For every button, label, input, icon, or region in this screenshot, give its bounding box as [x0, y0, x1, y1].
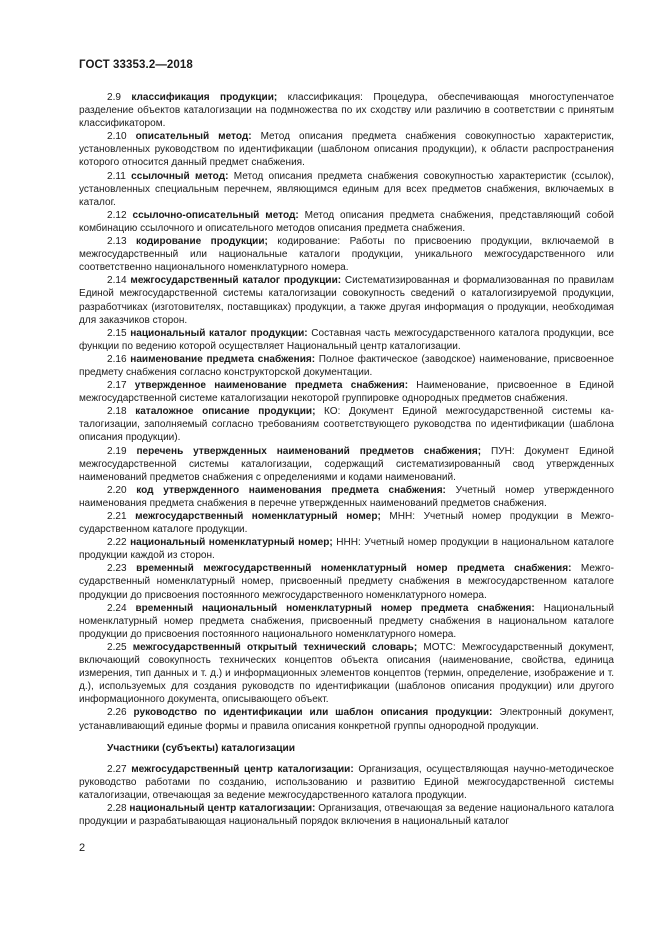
definition-paragraph: [79, 536, 614, 562]
definition-paragraph: [79, 379, 614, 405]
term: национальный номенклатурный номер;: [130, 537, 333, 549]
term: классификация продукции;: [131, 92, 278, 103]
definition-text: классификация: Процедура, обеспечивающая многоступенчатое разделение объектов каталогизации на подмножества по их сходству или различию в соответствии с принятым классификатором.: [79, 92, 614, 130]
definition-paragraph: [79, 763, 614, 802]
term: руководство по идентификации или шаблон описания продукции:: [133, 707, 493, 719]
definition-text: Учетный номер утвержденного наименования предмета снабжения в перечне утвержденных наименований предметов снабжения.: [79, 484, 614, 509]
term: межгосударственный номенклатурный номер;: [135, 511, 381, 522]
term: временный межгосударственный номенклатурный номер предмета снабжения:: [136, 563, 572, 575]
definitions-list: [79, 91, 614, 733]
definition-paragraph: [79, 209, 614, 235]
clause-number: 2.12: [107, 209, 127, 221]
definition-paragraph: [79, 445, 614, 484]
definition-text: КО: Документ Единой межгосударственной системы каталогизации, заполняемый согласно требованиям соответствующего руководства по идентификации (шаблона описания продукции).: [79, 406, 615, 444]
definition-text: Метод описания предмета снабжения, представляющий собой комбинацию ссылочного и описательного методов описания предмета снабжения.: [79, 209, 615, 234]
clause-number: 2.23: [107, 563, 127, 575]
definition-paragraph: [79, 641, 614, 706]
page-number: 2: [79, 842, 86, 854]
clause-number: 2.24: [107, 602, 127, 614]
clause-number: 2.10: [107, 131, 127, 143]
clause-number: 2.15: [107, 327, 127, 339]
definition-paragraph: [79, 235, 614, 274]
clause-number: 2.11: [107, 170, 126, 182]
definition-text: Метод описания предмета снабжения совокупностью характеристик (ссылок), установленных специальным перечнем, являющимся единым для всех предметов снабжения, включаемых в каталог.: [79, 170, 615, 208]
definition-paragraph: [79, 353, 614, 379]
term: описательный метод:: [135, 131, 252, 143]
definition-text: Метод описания предмета снабжения совокупностью характеристик, установленных руководством по идентификации (шаблоном описания продукции), к области распространения которого относится данный предмет снабжения.: [79, 131, 615, 169]
definition-text: Межгосударственный номенклатурный номер, присвоенный предмету снабжения в межгосударственном каталоге продукции до присвоения постоянного межгосударственного номенклатурного номера.: [79, 563, 614, 601]
clause-number: 2.16: [107, 353, 127, 365]
definition-text: МОТС: Межгосударственный документ, включающий совокупность технических концептов объекта описания (наименование, свойства, единица измерения, тип данных и т. д.) и информационных элементов концептов (термин, определение, изображение и т. д.), используемых для создания руководств по идентификации (шаблонов описания продукции) или другого информационного документа, описывающего объект.: [79, 641, 614, 706]
definitions-list-2: [79, 763, 614, 828]
definition-text: МНН: Учетный номер продукции в Межгосударственном каталоге продукции.: [79, 511, 614, 536]
definition-paragraph: [79, 327, 614, 353]
term: утвержденное наименование предмета снабжения:: [134, 380, 409, 392]
term: ссылочный метод:: [131, 170, 229, 182]
definition-text: ННН: Учетный номер продукции в национальном каталоге продукции каждой из сторон.: [79, 537, 614, 562]
clause-number: 2.21: [107, 511, 127, 522]
definition-paragraph: [79, 130, 614, 169]
definition-text: Полное фактическое (заводское) наименование, присвоенное предмету снабжения согласно конструкторской документации.: [79, 353, 614, 378]
term: перечень утвержденных наименований предметов снабжения;: [136, 445, 482, 457]
clause-number: 2.25: [107, 641, 127, 653]
definition-paragraph: [79, 562, 614, 601]
definition-paragraph: [79, 510, 614, 536]
definition-text: Организация, осуществляющая научно-методическое руководство работами по созданию, использованию и развитию Единой межгосударственной системы каталогизации, отвечающая за ведение межгосударственного каталога продукции.: [79, 763, 614, 801]
clause-number: 2.14: [107, 275, 127, 287]
clause-number: 2.19: [107, 445, 127, 457]
clause-number: 2.22: [107, 537, 127, 549]
clause-number: 2.26: [107, 707, 127, 719]
definition-paragraph: [79, 405, 614, 444]
term: каталожное описание продукции;: [135, 406, 316, 418]
definition-text: Национальный номенклатурный номер предмета снабжения, присвоенный предмету снабжения в национальном каталоге продукции до присвоения постоянного национального номенклатурного номера.: [79, 602, 615, 640]
term: межгосударственный открытый технический словарь;: [132, 641, 418, 653]
clause-number: 2.18: [107, 406, 127, 418]
clause-number: 2.17: [107, 380, 127, 392]
definition-paragraph: [79, 484, 614, 510]
clause-number: 2.20: [107, 484, 127, 496]
term: наименование предмета снабжения:: [130, 353, 316, 365]
definition-text: Электронный документ, устанавливающий единые формы и правила описания конкретной группы однородной продукции.: [79, 707, 615, 732]
document-header: ГОСТ 33353.2—2018: [79, 59, 193, 71]
section-title: Участники (субъекты) каталогизации: [107, 742, 296, 754]
definition-paragraph: [79, 91, 614, 130]
term: межгосударственный каталог продукции:: [130, 275, 342, 287]
term: код утвержденного наименования предмета снабжения:: [136, 484, 446, 496]
clause-number: 2.28: [107, 802, 127, 814]
definition-text: Систематизированная и формализованная по правилам Единой межгосударственной системы каталогизации совокупность сведений о каталогизируемой продукции, разработчиках (изготовителях, поставщиках) продукции, а также другая информация о продукции, необходимая для заказчиков сторон.: [79, 275, 615, 326]
clause-number: 2.13: [107, 236, 127, 248]
term: кодирование продукции;: [136, 236, 268, 248]
term: национальный каталог продукции:: [130, 327, 308, 339]
definition-text: кодирование: Работы по присвоению продукции, включаемой в межгосударственный или национальные каталоги продукции, уникального межгосударственного или соответственно национального номенклатурного номера.: [79, 236, 614, 274]
definition-paragraph: [79, 170, 614, 209]
document-body: [79, 91, 614, 828]
definition-text: ПУН: Документ Единой межгосударственной системы каталогизации, содержащий систематизированный свод утвержденных наименований предметов снабжения с определениями и кодами наименований.: [79, 445, 614, 483]
definition-paragraph: [79, 274, 614, 326]
definition-paragraph: [79, 802, 614, 828]
definition-text: Составная часть межгосударственного каталога продукции, все функции по ведению которой осуществляет Национальный центр каталогизации.: [79, 327, 615, 352]
term: национальный центр каталогизации:: [129, 802, 316, 814]
definition-text: Наименование, присвоенное в Единой межгосударственной системе каталогизации некоторой группировке однородных предметов снабжения.: [79, 380, 614, 405]
clause-number: 2.9: [107, 92, 121, 103]
definition-paragraph: [79, 706, 614, 732]
term: ссылочно-описательный метод:: [132, 209, 299, 221]
definition-paragraph: [79, 602, 614, 641]
term: межгосударственный центр каталогизации:: [131, 763, 354, 775]
definition-text: Организация, отвечающая за ведение национального каталога продукции и разрабатывающая национальный порядок включения в национальный каталог: [79, 802, 614, 828]
term: временный национальный номенклатурный номер предмета снабжения:: [135, 602, 535, 614]
clause-number: 2.27: [107, 763, 127, 775]
